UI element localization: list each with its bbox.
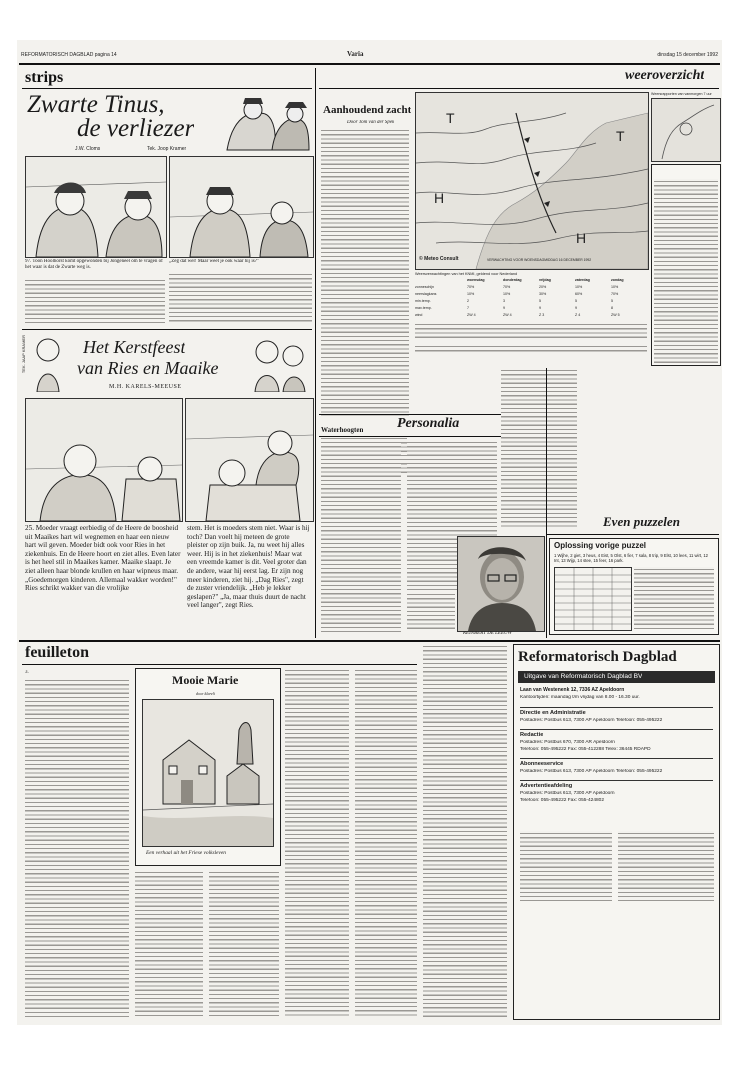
solution-text: 1 Wijhe, 2 giet, 3 heus, 4 Eist, 5 Olst, 6 fier, 7 sala, 8 trip, 9 Elst, 10 lees, 11 wirt, 12 Int, 13 Wijp, 14 stee, 15 feer, 16 park. [554,553,709,564]
forecast-notes [415,322,647,338]
solution-list [634,567,714,629]
solution-grid [554,567,632,631]
kerst-deco-right [245,334,311,392]
feuilleton-col-4 [285,668,349,1018]
forecast-cell: 70% [611,292,619,296]
rd-section-line: Telefoon: 055-495222 Fax: 055-424802 [520,798,605,803]
world-weather-label: Weersrapporten van vanmorgen 7 uur [651,92,712,96]
svg-text:H: H [434,190,445,206]
weather-map-credit: © Meteo Consult [419,256,459,262]
photo-caption: REINBERT DE LEEUW [463,631,512,636]
aanhoudend-byline: Door Tom van der Spek [347,120,395,125]
forecast-cell: ZW 4 [503,313,512,317]
forecast-cell: 5 [611,299,613,303]
personalia-col-3 [501,368,577,528]
forecast-cell: 60% [575,292,583,296]
forecast-cell: ZW 4 [467,313,476,317]
aanhoudend-title: Aanhoudend zacht [323,104,412,116]
strip-panel-text-left: 97. Toon Hoolhorst komt opgewonden bij Jongeneel om te vragen of het waar is dat de Zwarte weg is. [25,259,163,270]
mid-page-rule [19,640,720,642]
photo-reinbert-de-leeuw [457,536,545,632]
forecast-row-label: max.temp. [415,306,432,310]
puzzle-solution-box [549,538,719,635]
rd-subtitle-bar [518,671,715,683]
strip-panel-text-right: „Zeg dat wel! Maar weet je ook waar hij is?" [169,259,259,264]
forecast-cell: 5 [575,299,577,303]
kerst-text-left: 25. Moeder vraagt eerbiedig of de Heere de boosheid uit Maaikes hart wil wegnemen en haar een nieuw hart wil geven. Moeder bidt ook voor Ries in het ziekenhuis. En de Heere hoort en ziet alles. Even later is het heel stil in Maaikes kamer. Maaike slaapt. Je ziet alleen haar blonde krullen en haar wipneus maar. „Goedemorgen kinderen. Allemaal wakker worden!" Ries schrikt wakker van die vrolijke [25,524,181,593]
newspaper-page [17,40,722,1025]
forecast-cell: 10% [467,292,475,296]
forecast-table [415,278,647,320]
rd-info-box [513,644,720,1020]
forecast-cell: 2 [467,299,469,303]
rd-subtitle: Uitgave van Reformatorisch Dagblad BV [524,673,643,680]
forecast-cell: Z 3 [539,313,545,317]
feuilleton-col-3 [209,870,279,1018]
forecast-cell: 20% [539,285,547,289]
puzzels-section-label: Even puzzelen [603,514,680,529]
column-divider-2 [546,368,547,638]
rd-section-rule [520,729,713,730]
story-illustration [142,699,274,847]
rd-section-rule [520,780,713,781]
rd-section-line: Postadres: Postbus 613, 7300 AP Apeldoorn [520,791,615,796]
svg-text:H: H [576,230,587,246]
strip-header-illustration [217,92,311,152]
forecast-cell: 9 [539,306,541,310]
story-subtitle: Een verhaal uit het Friese volksleven [146,850,226,856]
rd-section-title: Redactie [520,732,544,738]
forecast-day: zondag [611,278,624,282]
rd-section-title: Directie en Administratie [520,710,586,716]
forecast-row-label: wind [415,313,423,317]
strip-credit-writer: J.W. Cloms [75,146,101,152]
column-divider-1 [315,68,316,638]
forecast-row-label: zonneschijn [415,285,434,289]
forecast-day: woensdag [467,278,485,282]
puzzels-rule [547,534,719,535]
kerst-panel-left [25,398,183,522]
strips-section-label: strips [25,69,64,86]
strip-dialogue-left [25,278,165,324]
forecast-day: donderdag [503,278,522,282]
weer-section-label: weeroverzicht [625,68,705,83]
forecast-cell: 5 [539,299,541,303]
personalia-col-1 [321,440,401,632]
kerst-title-line1: Het Kerstfeest [83,337,186,357]
forecast-cell: 70% [467,285,475,289]
rd-section-rule [520,707,713,708]
forecast-cell: 10% [575,285,583,289]
kerst-panel-right [185,398,314,522]
weer-rule [319,88,719,89]
solution-title: Oplossing vorige puzzel [554,541,647,550]
weather-map-footer: VERWACHTING VOOR WOENSDAGMIDDAG 16 DECEMBER 1992 [487,258,592,262]
strip-panel-left [25,156,167,258]
strip-title-line1: Zwarte Tinus, [27,92,165,117]
forecast-cell: 10% [503,292,511,296]
rd-tarieven-left [520,831,612,901]
forecast-cell: 3 [503,299,505,303]
strip-panel-right [169,156,314,258]
kerst-author: M.H. KARELS-MEEUSE [109,384,182,390]
strip-dialogue-right [169,272,312,324]
forecast-cell: 8 [611,306,613,310]
rd-section-rule [520,758,713,759]
aanhoudend-body [321,128,409,416]
header-date: dinsdag 15 december 1992 [657,52,718,58]
feuilleton-col-2 [135,870,203,1018]
personalia-col-2b [407,592,455,632]
rd-section-line: Telefoon: 055-495222 Fax: 055-412288 Telex: 36445 RDAPD [520,747,651,752]
rd-title: Reformatorisch Dagblad [518,649,677,665]
forecast-row-label: min.temp. [415,299,431,303]
svg-text:T: T [616,128,625,144]
forecast-cell: 7 [467,306,469,310]
kerst-deco-left [29,334,67,392]
forecast-day: zaterdag [575,278,590,282]
forecast-cell: 10% [611,285,619,289]
forecast-row-label: neerslagkans [415,292,437,296]
rd-section-line: Postadres: Postbus 670, 7300 AR Apeldoorn [520,740,615,745]
forecast-cell: Z 4 [575,313,581,317]
svg-text:T: T [446,110,455,126]
weather-extra [415,344,647,354]
feuilleton-col-5 [355,668,417,1018]
feuilleton-col-1 [25,678,129,1018]
feuilleton-rule [22,664,417,665]
strips-rule [22,88,312,89]
forecast-cell: ZW 5 [611,313,620,317]
weather-map [415,92,649,270]
kerst-text-right: stem. Het is moeders stem niet. Waar is hij toch? Dan voelt hij meteen de grote pleister op zijn buik. Ja, nu weet hij alles weer. Hij is in het ziekenhuis! Maar wat een vreemde kamer is dit. Veel groter dan de andere, waar hij eerst lag. Er zijn nog meer kinderen, ziet hij. „Dag Ries", zegt de zuster vriendelijk. „Heb je lekker geslapen?" „Ja, maar thuis duurt de nacht veel langer", zegt Ries. [187,524,310,610]
forecast-cell: 9 [503,306,505,310]
feuilleton-chapter: 3. [25,670,29,675]
feuilleton-col-6 [423,644,507,1018]
kerst-title-line2: van Ries en Maaike [77,358,219,378]
forecast-cell: 70% [503,285,511,289]
personalia-section-label: Personalia [397,416,460,431]
mooie-marie-box [135,668,281,866]
strip-credit-artist: Tek. Joop Kramer [147,146,187,152]
rd-section-title: Abonneeservice [520,761,564,767]
forecast-title: Weersverwachtingen van het KNMI, geldend voor Nederland [415,272,518,276]
header-rule [19,63,720,65]
header-left: REFORMATORISCH DAGBLAD pagina 14 [21,52,117,58]
kerst-side-label: TEK. JAAP KRAMER [21,335,26,374]
rd-section-line: Postadres: Postbus 613, 7300 AP Apeldoorn Telefoon: 055-495222 [520,769,663,774]
weather-inset-map [651,98,721,162]
strip-title-line2: de verliezer [77,116,195,141]
waterhoogten-title: Waterhoogten [321,426,364,434]
story-author: door klareli [196,691,215,696]
rd-address: Laan van Westenenk 12, 7336 AZ Apeldoorn [520,687,625,693]
world-weather-table [651,164,721,366]
feuilleton-section-label: feuilleton [25,644,89,661]
story-title: Mooie Marie [172,673,239,687]
rd-hours: Kantoortijden: maandag t/m vrijdag van 8.00 - 16.30 uur. [520,695,640,700]
rd-tarieven-right [618,831,714,901]
kerst-top-rule [22,329,312,330]
page-header [17,50,722,62]
rd-section-title: Advertentieafdeling [520,783,573,789]
forecast-cell: 9 [575,306,577,310]
rd-section-line: Postadres: Postbus 613, 7300 AP Apeldoorn Telefoon: 055-495222 [520,718,663,723]
forecast-cell: 30% [539,292,547,296]
header-center: Varia [347,50,364,58]
forecast-day: vrijdag [539,278,551,282]
